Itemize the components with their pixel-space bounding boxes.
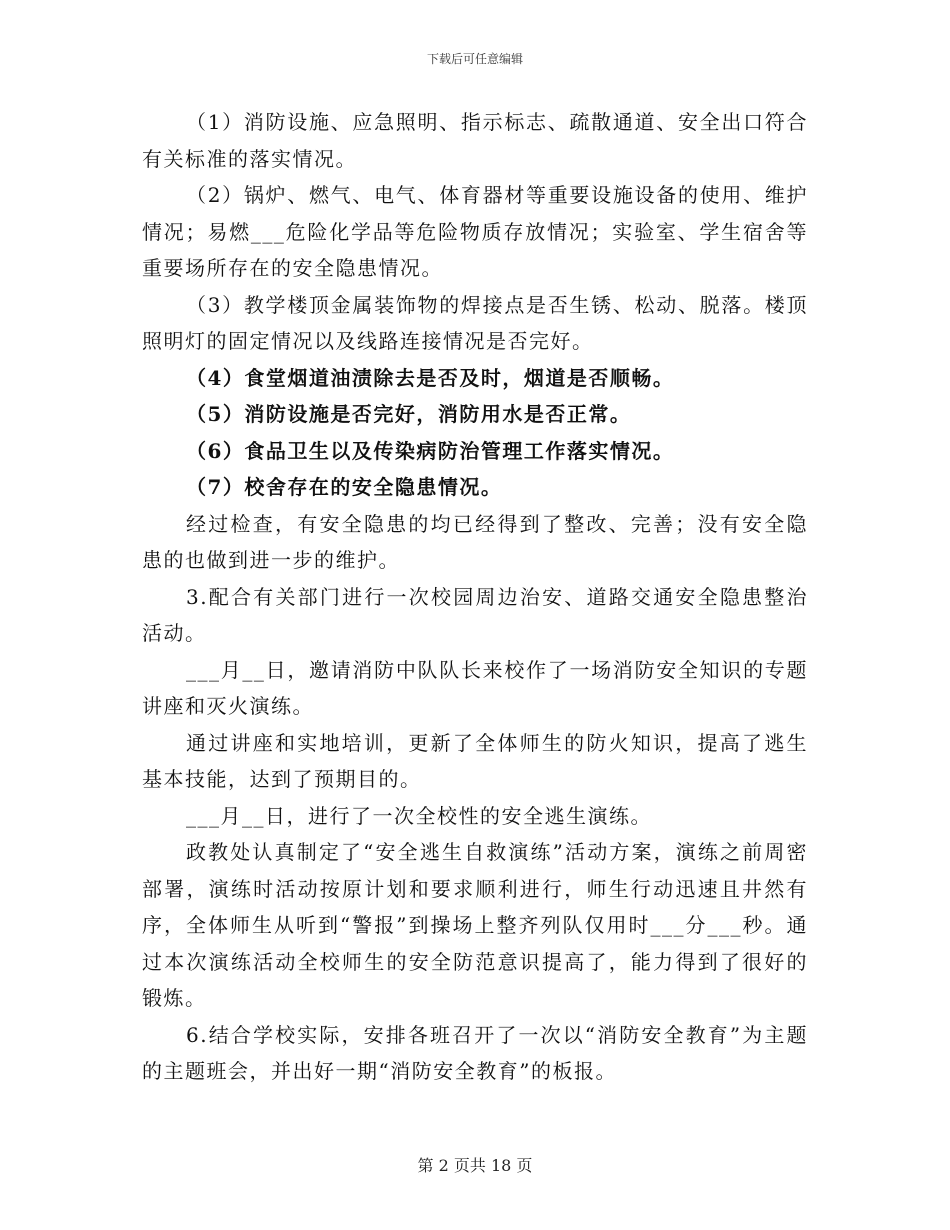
section-6-paragraph: 6.结合学校实际，安排各班召开了一次以“消防安全教育”为主题的主题班会，并出好一期“消防安全教育”的板报。 [142, 1022, 808, 1083]
document-body [142, 104, 808, 1090]
evacuation-drill-paragraph: ___月__日，进行了一次全校性的安全逃生演练。 [186, 803, 652, 828]
page-number-footer: 第 2 页共 18 页 [417, 1156, 533, 1175]
inspection-summary-paragraph: 经过检查，有安全隐患的均已经得到了整改、完善；没有安全隐患的也做到进一步的维护。 [142, 511, 808, 572]
page-header: 下载后可任意编辑 [426, 52, 523, 66]
training-result-paragraph: 通过讲座和实地培训，更新了全体师生的防火知识，提高了逃生基本技能，达到了预期目的。 [142, 730, 808, 791]
paragraph-item-3: （3）教学楼顶金属装饰物的焊接点是否生锈、松动、脱落。楼顶照明灯的固定情况以及线路连接情况是否完好。 [142, 292, 808, 353]
paragraph-item-2: （2）锅炉、燃气、电气、体育器材等重要设施设备的使用、维护情况；易燃___危险化学品等危险物质存放情况；实验室、学生宿舍等重要场所存在的安全隐患情况。 [142, 183, 808, 280]
paragraph-item-7: （7）校舍存在的安全隐患情况。 [186, 475, 503, 499]
paragraph-item-4: （4）食堂烟道油渍除去是否及时，烟道是否顺畅。 [186, 365, 675, 390]
paragraph-item-6: （6）食品卫生以及传染病防治管理工作落实情况。 [186, 438, 675, 463]
fire-lecture-paragraph: ___月__日，邀请消防中队队长来校作了一场消防安全知识的专题讲座和灭火演练。 [142, 657, 808, 718]
paragraph-item-5: （5）消防设施是否完好，消防用水是否正常。 [186, 402, 632, 426]
drill-plan-paragraph: 政教处认真制定了“安全逃生自救演练”活动方案，演练之前周密部署，演练时活动按原计划和要求顺利进行，师生行动迅速且井然有序，全体师生从听到“警报”到操场上整齐列队仅用时___分___秒。通过本次演练活动全校师生的安全防范意识提高了，能力得到了很好的锻炼。 [142, 840, 808, 1010]
section-3-paragraph: 3.配合有关部门进行一次校园周边治安、道路交通安全隐患整治活动。 [142, 584, 808, 645]
paragraph-item-1: （1）消防设施、应急照明、指示标志、疏散通道、安全出口符合有关标准的落实情况。 [142, 110, 808, 171]
